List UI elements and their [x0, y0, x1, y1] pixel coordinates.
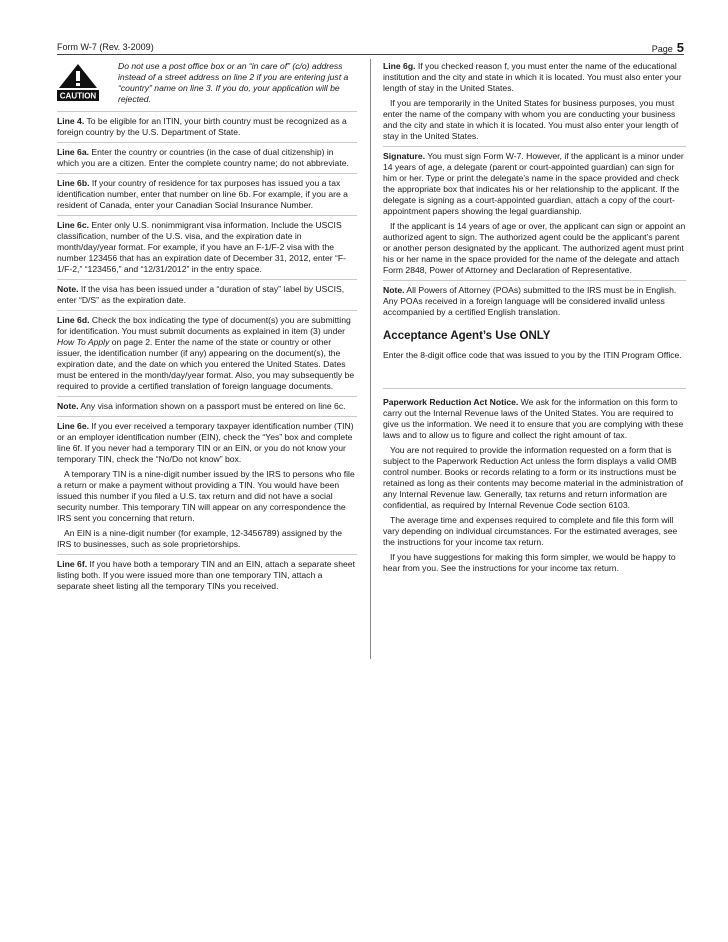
caution-icon-label: CAUTION — [59, 91, 97, 101]
header-rule — [57, 54, 684, 55]
line6f-label: Line 6f. — [57, 559, 88, 569]
line6b-section — [57, 178, 357, 216]
note-poa-label: Note. — [383, 285, 405, 295]
line6d-text-b: on page 2. Enter the name of the state or country or other issuer, the identification number (if any) appearing on the document(s), the expiration date, and the date on which you entered the United States. Dates must be entered in the month/day/year format. Also, you may subsequently be required to provide a certified translation of foreign language documents. — [57, 337, 355, 391]
line6a-text: Enter the country or countries (in the case of dual citizenship) in which you are a citizen. Enter the complete country name; do not abbreviate. — [57, 147, 349, 168]
note-poa-text: All Powers of Attorney (POAs) submitted to the IRS must be in English. Any POAs received in a foreign language will be considered invalid unless accompanied by a certified English translation. — [383, 285, 677, 317]
signature-section — [383, 151, 686, 281]
acceptance-agent-heading: Acceptance Agent’s Use ONLY — [383, 330, 551, 342]
page-indicator — [652, 40, 684, 55]
line6d-label: Line 6d. — [57, 315, 90, 325]
acceptance-rule — [383, 388, 686, 389]
line6f-section — [57, 559, 357, 596]
line6d-italic: How To Apply — [57, 337, 110, 347]
note-visa-section — [57, 284, 357, 311]
line6d-section — [57, 315, 357, 397]
note-visa-text: If the visa has been issued under a “duration of stay” label by USCIS, enter “D/S” as the expiration date. — [57, 284, 345, 305]
line6c-section — [57, 220, 357, 280]
line6g-section — [383, 61, 686, 147]
line6a-label: Line 6a. — [57, 147, 89, 157]
signature-text: You must sign Form W-7. However, if the applicant is a minor under 14 years of age, a delegate (parent or court-appointed guardian) can sign for him or her. Type or print the delegate’s name in the space provided and check the appropriate box that indicates his or her relationship to the applicant. If the delegate is signing as a court-appointed guardian, attach a copy of the court-appointment papers showing the legal guardianship. — [383, 151, 684, 216]
line6f-text: If you have both a temporary TIN and an EIN, attach a separate sheet listing both. If you were issued more than one temporary TIN, attach a separate sheet listing all the temporary TINs you received. — [57, 559, 355, 591]
line6g-label: Line 6g. — [383, 61, 416, 71]
note-passport-label: Note. — [57, 401, 79, 411]
note-visa-label: Note. — [57, 284, 79, 294]
caution-icon — [57, 63, 99, 104]
line4-label: Line 4. — [57, 116, 85, 126]
note-passport-section — [57, 401, 357, 417]
form-id: Form W-7 (Rev. 3-2009) — [57, 42, 154, 52]
paperwork-time-paragraph: The average time and expenses required to complete and file this form will vary depending on individual circumstances. For the estimated averages, see the instructions for your income tax return. — [383, 515, 678, 547]
note-poa-section — [383, 285, 686, 322]
line6g-business-paragraph: If you are temporarily in the United States for business purposes, you must enter the name of the company with whom you are conducting your business and the city and state in which it is located. You must also enter your length of stay in the United States. — [383, 98, 679, 141]
right-column — [383, 61, 686, 582]
line6b-label: Line 6b. — [57, 178, 90, 188]
page-number: 5 — [676, 40, 684, 55]
line6e-text: If you ever received a temporary taxpayer identification number (TIN) or an employer identification number (EIN), check the “Yes” box and complete line 6f. If you never had a temporary TIN or an EIN, or you do not know your temporary TIN, check the “No/Do not know” box. — [57, 421, 354, 464]
note-passport-text: Any visa information shown on a passport must be entered on line 6c. — [78, 401, 346, 411]
line6e-section — [57, 421, 357, 555]
line6d-text-a: Check the box indicating the type of document(s) you are submitting for identification. You must submit documents as explained in item (3) under — [57, 315, 351, 336]
paperwork-suggestions-paragraph: If you have suggestions for making this form simpler, we would be happy to hear from you. See the instructions for your income tax return. — [383, 552, 676, 573]
line6e-temp-tin-paragraph: A temporary TIN is a nine-digit number issued by the IRS to persons who file a return or make a payment without providing a TIN. You would have been issued this number if you filed a U.S. tax return and did not have a social security number. This temporary TIN will appear on any correspondence the IRS sent you concerning that return. — [57, 469, 355, 523]
signature-label: Signature. — [383, 151, 426, 161]
line6g-text: If you checked reason f, you must enter the name of the educational institution and the city and state in which it is located. You must also enter your length of stay in the United States. — [383, 61, 682, 93]
line6e-label: Line 6e. — [57, 421, 89, 431]
caution-block — [57, 61, 357, 112]
line6a-section — [57, 147, 357, 174]
left-column — [57, 61, 357, 600]
paperwork-text: We ask for the information on this form to carry out the Internal Revenue laws of the United States. You are required to give us the information. We need it to ensure that you are complying with these laws and to allow us to figure and collect the right amount of tax. — [383, 397, 684, 440]
paperwork-section — [383, 397, 686, 578]
acceptance-agent-text: Enter the 8-digit office code that was issued to you by the ITIN Program Office. — [383, 350, 682, 360]
line6c-text: Enter only U.S. nonimmigrant visa information. Include the USCIS classification, number of the U.S. visa, and the expiration date in month/day/year format. For example, if you have an F-1/F-2 visa with the number 123456 that has an expiration date of December 31, 2012, enter “F-1/F-2,” “123456,” and “12/31/2012” in the entry space. — [57, 220, 347, 274]
paperwork-label: Paperwork Reduction Act Notice. — [383, 397, 519, 407]
column-divider — [370, 59, 371, 659]
line6e-ein-paragraph: An EIN is a nine-digit number (for example, 12-3456789) assigned by the IRS to businesses, such as sole proprietorships. — [57, 528, 343, 549]
signature-agent-paragraph: If the applicant is 14 years of age or over, the applicant can sign or appoint an authorized agent to sign. The authorized agent could be the applicant’s parent or another person designated by the applicant. The authorized agent must print his or her name in the space provided for the name of the delegate and attach Form 2848, Power of Attorney and Declaration of Representative. — [383, 221, 686, 275]
paperwork-omb-paragraph: You are not required to provide the information requested on a form that is subject to the Paperwork Reduction Act unless the form displays a valid OMB control number. Books or records relating to a form or its instructions must be retained as long as their contents may become material in the administration of any Internal Revenue law. Generally, tax returns and return information are confidential, as required by Internal Revenue Code section 6103. — [383, 445, 683, 510]
line4-section — [57, 116, 357, 143]
caution-text: Do not use a post office box or an “in care of” (c/o) address instead of a street address on line 2 if you are entering just a “country” name on line 3. If you do, your application will be rejected. — [118, 61, 349, 104]
page-label: Page — [651, 44, 673, 54]
line6b-text: If your country of residence for tax purposes has issued you a tax identification number, enter that number on line 6b. For example, if you are a resident of Canada, enter your Canadian Social Insurance Number. — [57, 178, 348, 210]
line6c-label: Line 6c. — [57, 220, 89, 230]
line4-text: To be eligible for an ITIN, your birth country must be recognized as a foreign country by the U.S. Department of State. — [57, 116, 347, 137]
